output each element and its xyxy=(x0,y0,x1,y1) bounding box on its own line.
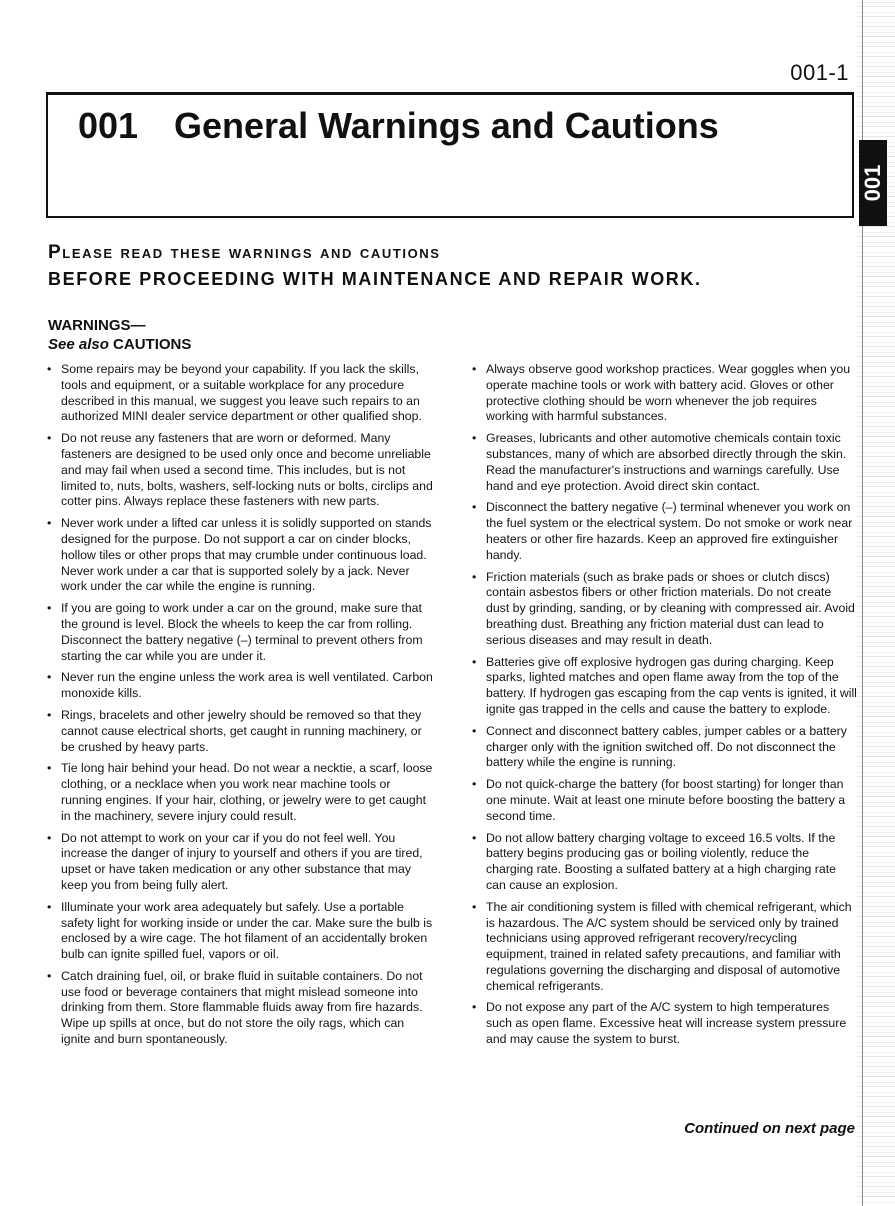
warnings-left-column xyxy=(46,362,434,1054)
read-warnings-notice xyxy=(48,240,702,292)
warning-item: • The air conditioning system is filled with chemical refrigerant, which is hazardous. The A/C system should be serviced only by trained technicians using approved refrigerant recovery/recycling equipment, trained in related safety precautions, and familiar with regulations governing the discharging and disposal of automotive chemical refrigerants. xyxy=(471,900,857,995)
warning-item: • Greases, lubricants and other automotive chemicals contain toxic substances, many of which are absorbed directly through the skin. Read the manufacturer's instructions and warnings carefully. Use hand and eye protection. Avoid direct skin contact. xyxy=(471,431,857,494)
warning-item: • Disconnect the battery negative (–) terminal whenever you work on the fuel system or the electrical system. Do not smoke or work near heaters or other fire hazards. Keep an approved fire extinguisher handy. xyxy=(471,500,857,563)
continued-note: Continued on next page xyxy=(684,1120,855,1137)
warning-item: • Catch draining fuel, oil, or brake fluid in suitable containers. Do not use food or beverage containers that might mislead someone into drinking from them. Store flammable fluids away from fire hazards. Wipe up spills at once, but do not store the oily rags, which can ignite and burn spontaneously. xyxy=(46,969,434,1048)
warning-item: • Do not attempt to work on your car if you do not feel well. You increase the danger of injury to yourself and others if you are tired, upset or have taken medication or any other substance that may keep you from being fully alert. xyxy=(46,831,434,894)
warning-item: • Friction materials (such as brake pads or shoes or clutch discs) contain asbestos fibers or other friction materials. Do not create dust by grinding, sanding, or by cleaning with compressed air. Avoid breathing dust. Breathing any friction material dust can lead to serious diseases and may result in death. xyxy=(471,570,857,649)
warning-item: • Rings, bracelets and other jewelry should be removed so that they cannot cause electrical shorts, get caught in running machinery, or be crushed by heavy parts. xyxy=(46,708,434,755)
warning-item: • Connect and disconnect battery cables, jumper cables or a battery charger only with the ignition switched off. Do not disconnect the battery while the engine is running. xyxy=(471,724,857,771)
warning-item: • Do not quick-charge the battery (for boost starting) for longer than one minute. Wait at least one minute before boosting the battery a second time. xyxy=(471,777,857,824)
warning-item: • Never work under a lifted car unless it is solidly supported on stands designed for the purpose. Do not support a car on cinder blocks, hollow tiles or other props that may crumble under continuous load. Never work under a car that is supported solely by a jack. Never work under the car while the engine is running. xyxy=(46,516,434,595)
chapter-title-box xyxy=(46,92,854,218)
warning-item: • Tie long hair behind your head. Do not wear a necktie, a scarf, loose clothing, or a necklace when you work near machine tools or running engines. If your hair, clothing, or jewelry were to get caught in the machinery, severe injury could result. xyxy=(46,761,434,824)
chapter-title: General Warnings and Cautions xyxy=(174,105,719,146)
warning-item: • Illuminate your work area adequately but safely. Use a portable safety light for working inside or under the car. Make sure the bulb is enclosed by a wire cage. The hot filament of an accidentally broken bulb can ignite spilled fuel, vapors or oil. xyxy=(46,900,434,963)
warning-item: • Do not allow battery charging voltage to exceed 16.5 volts. If the battery begins producing gas or boiling violently, reduce the charging rate. Boosting a sulfated battery at a high charging rate can cause an explosion. xyxy=(471,831,857,894)
warning-item: • If you are going to work under a car on the ground, make sure that the ground is level. Block the wheels to keep the car from rolling. Disconnect the battery negative (–) terminal to prevent others from starting the car while you are under it. xyxy=(46,601,434,664)
chapter-side-tab xyxy=(859,140,887,226)
warning-item: • Batteries give off explosive hydrogen gas during charging. Keep sparks, lighted matches and open flame away from the top of the battery. If hydrogen gas escaping from the cap vents is ignited, it will ignite gas trapped in the cells and cause the battery to explode. xyxy=(471,655,857,718)
cautions-reference: CAUTIONS xyxy=(113,336,192,353)
warning-item: • Some repairs may be beyond your capability. If you lack the skills, tools and equipment, or a suitable workplace for any procedure described in this manual, we suggest you leave such repairs to an authorized MINI dealer service department or other qualified shop. xyxy=(46,362,434,425)
chapter-number: 001 xyxy=(78,105,139,146)
notice-line-2: BEFORE PROCEEDING WITH MAINTENANCE AND REPAIR WORK. xyxy=(48,269,702,289)
warnings-heading xyxy=(48,316,191,354)
warning-item: • Do not reuse any fasteners that are worn or deformed. Many fasteners are designed to be used only once and become unreliable and may fail when used a second time. This includes, but is not limited to, nuts, bolts, washers, self-locking nuts or bolts, circlips and cotter pins. Always replace these fasteners with new parts. xyxy=(46,431,434,510)
warning-item: • Do not expose any part of the A/C system to high temperatures such as open flame. Excessive heat will increase system pressure and may cause the system to burst. xyxy=(471,1000,857,1047)
warnings-label: WARNINGS— xyxy=(48,317,146,334)
notice-line-1: Please read these warnings and cautions xyxy=(48,242,441,263)
warnings-right-column xyxy=(471,362,857,1054)
warning-item: • Never run the engine unless the work area is well ventilated. Carbon monoxide kills. xyxy=(46,670,434,702)
page-number: 001-1 xyxy=(790,60,849,85)
warning-item: • Always observe good workshop practices. Wear goggles when you operate machine tools or work with battery acid. Gloves or other protective clothing should be worn whenever the job requires working with harmful substances. xyxy=(471,362,857,425)
side-tab-label: 001 xyxy=(860,164,885,202)
see-also-label: See also xyxy=(48,336,109,353)
